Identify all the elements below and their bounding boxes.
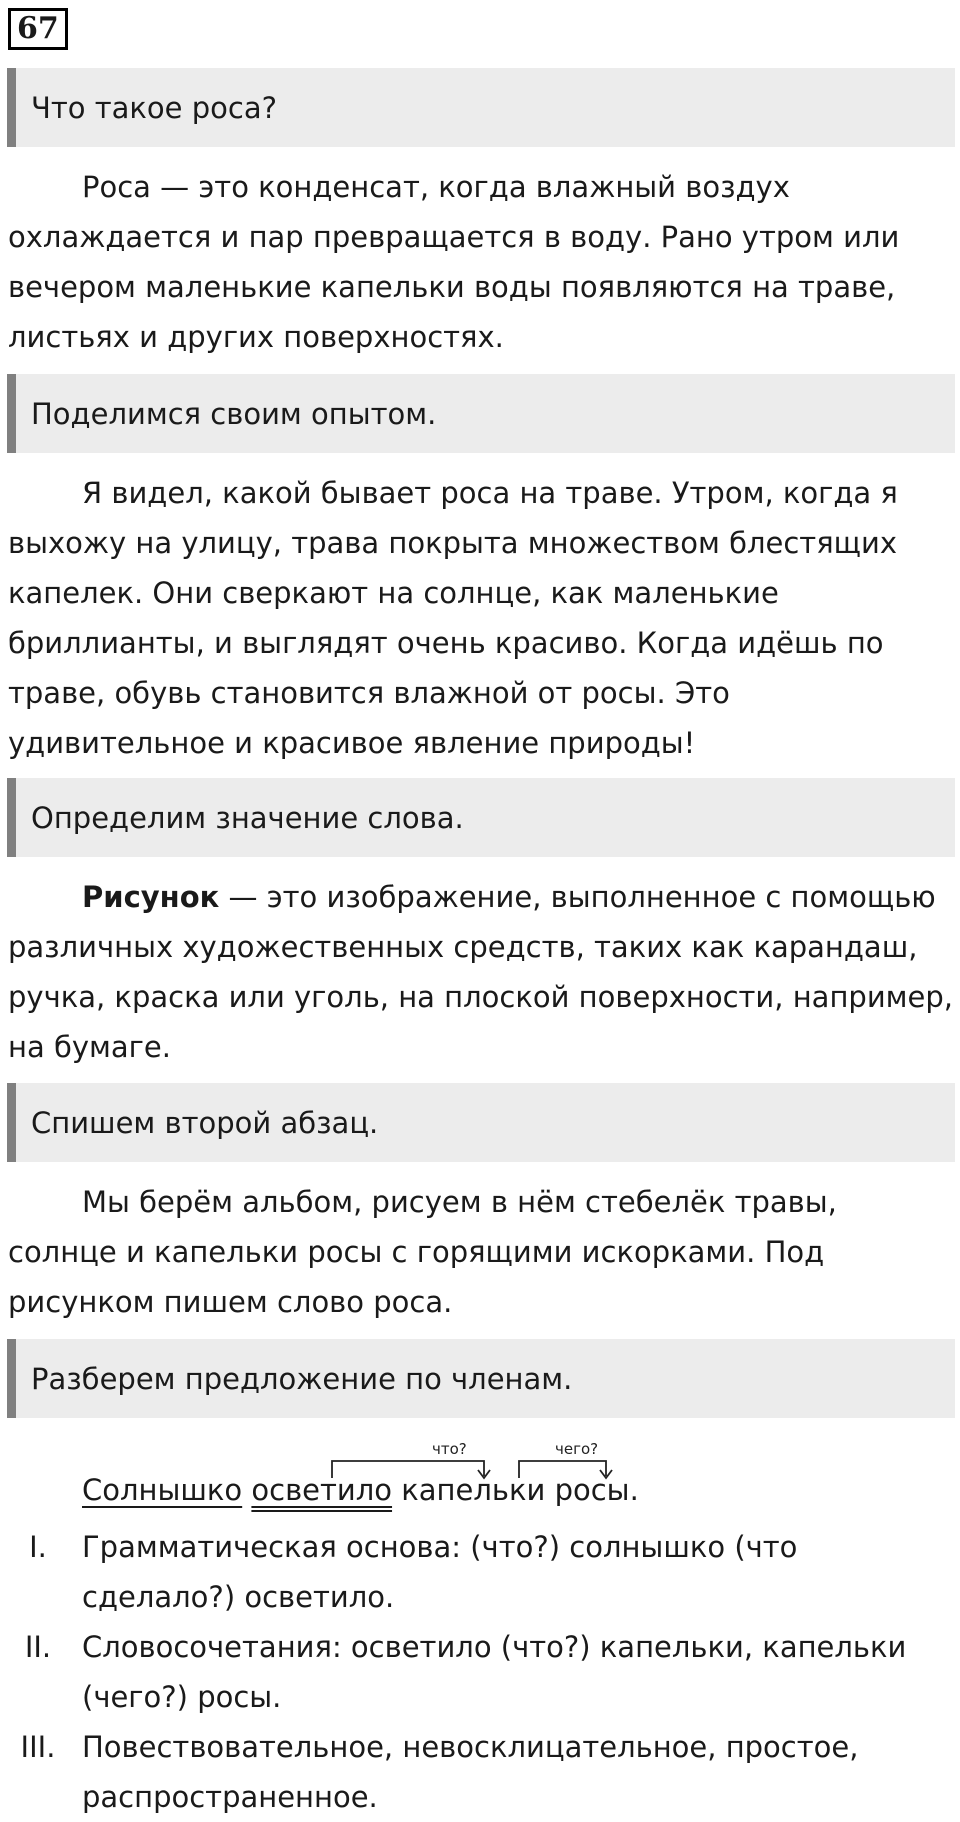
list-text: Грамматическая основа: (что?) солнышко (что сделало?) осветило. (82, 1530, 798, 1614)
paragraph-text: — это изображение, выполненное с помощью различных художественных средств, таких как карандаш, ручка, краска или уголь, на плоской поверхности, например, на бумаге. (8, 880, 954, 1064)
section-header-parse (7, 1339, 955, 1418)
term-word: Рисунок (82, 880, 220, 914)
section-header-experience (7, 374, 955, 453)
object-word: капельки (401, 1473, 546, 1507)
section-header-copy (7, 1083, 955, 1162)
paragraph-experience (8, 468, 953, 768)
section-header-text: Разберем предложение по членам. (31, 1361, 573, 1396)
paragraph-text: Роса — это конденсат, когда влажный воздух охлаждается и пар превращается в воду. Рано утром или вечером маленькие капельки воды появляются на траве, листьях и других поверхностях. (8, 170, 900, 354)
subject-word: Солнышко (82, 1473, 243, 1507)
section-header-text: Определим значение слова. (31, 800, 464, 835)
question-label-2: чего? (555, 1440, 599, 1458)
paragraph-copy (8, 1177, 953, 1327)
section-header-text: Спишем второй абзац. (31, 1105, 379, 1140)
section-header-meaning (7, 778, 955, 857)
paragraph-dew-definition (8, 162, 953, 362)
parsed-sentence (82, 1465, 639, 1515)
analysis-item-1 (8, 1522, 953, 1622)
list-marker: III. (20, 1730, 56, 1764)
section-header-text: Поделимся своим опытом. (31, 396, 437, 431)
predicate-word: осветило (251, 1473, 393, 1507)
paragraph-text: Мы берём альбом, рисуем в нём стебелёк травы, солнце и капельки росы с горящими искорками. Под рисунком пишем слово роса. (8, 1185, 837, 1319)
list-marker: II. (24, 1630, 52, 1664)
list-text: Повествовательное, невосклицательное, простое, распространенное. (82, 1730, 859, 1814)
analysis-item-3 (8, 1722, 953, 1822)
section-header-text: Что такое роса? (31, 90, 277, 125)
paragraph-text: Я видел, какой бывает роса на траве. Утром, когда я выхожу на улицу, трава покрыта множеством блестящих капелек. Они сверкают на солнце, как маленькие бриллианты, и выглядят очень красиво. Когда идёшь по траве, обувь становится влажной от росы. Это удивительное и красивое явление природы! (8, 476, 898, 760)
question-label-1: что? (432, 1440, 467, 1458)
section-header-dew (7, 68, 955, 147)
attribute-word: росы. (554, 1473, 639, 1507)
list-marker: I. (29, 1530, 47, 1564)
task-number: 67 (8, 8, 68, 50)
paragraph-meaning (8, 872, 953, 1072)
list-text: Словосочетания: осветило (что?) капельки, капельки (чего?) росы. (82, 1630, 907, 1714)
analysis-item-2 (8, 1622, 953, 1722)
